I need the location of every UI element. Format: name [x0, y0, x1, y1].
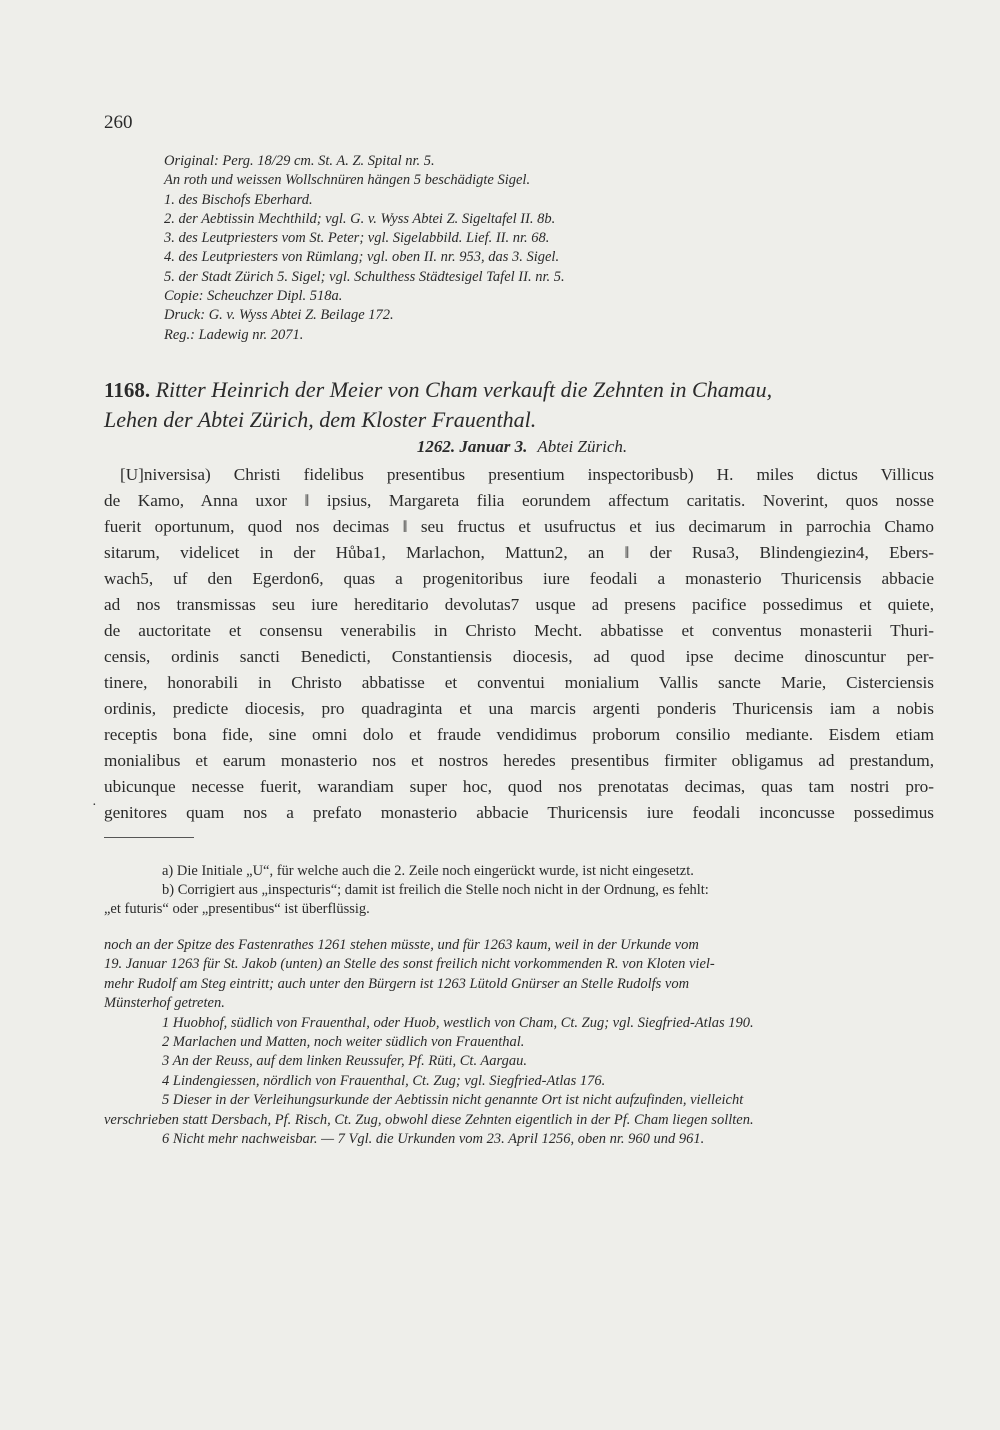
document-heading	[104, 375, 940, 434]
heading-line: Ritter Heinrich der Meier von Cham verkauft die Zehnten in Chamau,	[155, 377, 773, 402]
note-line: 2 Marlachen und Matten, noch weiter südlich von Frauenthal.	[162, 1034, 525, 1051]
text-line: sitarum, videlicet in der Hůba1, Marlachon, Mattun2, an ‖ der Rusa3, Blindengiezin4, Ebers-	[104, 543, 934, 562]
note-line: 1 Huobhof, südlich von Frauenthal, oder Huob, westlich von Cham, Ct. Zug; vgl. Siegfried-Atlas 190.	[162, 1014, 754, 1031]
text-line: ordinis, predicte diocesis, pro quadraginta et una marcis argenti ponderis Thuricensis iam a nobis	[104, 699, 934, 718]
original-line: 5. der Stadt Zürich 5. Sigel; vgl. Schulthess Städtesigel Tafel II. nr. 5.	[164, 268, 565, 285]
text-line: [U]niversisa) Christi fidelibus presentibus presentium inspectoribusb) H. miles dictus Villicus	[120, 465, 934, 484]
charter-text	[104, 462, 934, 826]
note-line: verschrieben statt Dersbach, Pf. Risch, Ct. Zug, obwohl diese Zehnten eigentlich in der Pf. Cham liegen sollten.	[104, 1111, 754, 1128]
text-line: receptis bona fide, sine omni dolo et fraude vendidimus proborum consilio mediante. Eisdem etiam	[104, 725, 934, 744]
note-line: 4 Lindengiessen, nördlich von Frauenthal, Ct. Zug; vgl. Siegfried-Atlas 176.	[162, 1072, 606, 1089]
original-line: Original: Perg. 18/29 cm. St. A. Z. Spital nr. 5.	[164, 153, 435, 169]
note-line: 3 An der Reuss, auf dem linken Reussufer, Pf. Rüti, Ct. Aargau.	[162, 1053, 528, 1070]
text-line: censis, ordinis sancti Benedicti, Constantiensis diocesis, ad quod ipse decime dinoscuntur per-	[104, 647, 934, 666]
footnote-line: a) Die Initiale „U“, für welche auch die 2. Zeile noch eingerückt wurde, ist nicht eingesetzt.	[162, 863, 694, 879]
text-line: de Kamo, Anna uxor ‖ ipsius, Margareta filia eorundem affectum caritatis. Noverint, quos nosse	[104, 491, 934, 510]
original-line: Reg.: Ladewig nr. 2071.	[164, 326, 304, 343]
original-line: 3. des Leutpriesters vom St. Peter; vgl. Sigelabbild. Lief. II. nr. 68.	[164, 230, 550, 247]
document-place: Abtei Zürich.	[537, 437, 628, 456]
original-description	[164, 152, 924, 345]
note-line: noch an der Spitze des Fastenrathes 1261 stehen müsste, und für 1263 kaum, weil in der Urkunde vom	[104, 937, 699, 953]
document-date: 1262. Januar 3.	[416, 437, 528, 456]
original-line: 4. des Leutpriesters von Rümlang; vgl. oben II. nr. 953, das 3. Sigel.	[164, 249, 560, 266]
document-number: 1168.	[104, 378, 151, 402]
note-line: mehr Rudolf am Steg eintritt; auch unter den Bürgern ist 1263 Lütold Gnürser an Stelle Rudolfs vom	[104, 975, 690, 992]
margin-mark: ·	[92, 798, 97, 813]
note-line: Münsterhof getreten.	[104, 995, 225, 1012]
editorial-notes	[104, 936, 938, 1149]
original-line: Druck: G. v. Wyss Abtei Z. Beilage 172.	[164, 307, 394, 324]
footnote-line: „et futuris“ oder „presentibus“ ist überflüssig.	[104, 901, 370, 917]
heading-line: Lehen der Abtei Zürich, dem Kloster Frauenthal.	[104, 407, 537, 432]
text-line: genitores quam nos a prefato monasterio abbacie Thuricensis iure feodali inconcusse possedimus	[104, 803, 934, 822]
footnote-line: b) Corrigiert aus „inspecturis“; damit ist freilich die Stelle noch nicht in der Ordnung, es fehlt:	[162, 882, 709, 898]
note-line: 19. Januar 1263 für St. Jakob (unten) an Stelle des sonst freilich nicht vorkommenden R. von Kloten viel-	[104, 956, 715, 973]
footnotes	[104, 862, 938, 919]
original-line: An roth und weissen Wollschnüren hängen 5 beschädigte Sigel.	[164, 172, 531, 189]
note-line: 5 Dieser in der Verleihungsurkunde der Aebtissin nicht genannte Ort ist nicht aufzufinden, vielleicht	[162, 1092, 744, 1109]
text-line: wach5, uf den Egerdon6, quas a progenitoribus iure feodali a monasterio Thuricensis abbacie	[104, 569, 934, 588]
page-number: 260	[104, 112, 133, 133]
text-line: ad nos transmissas seu iure hereditario devolutas7 usque ad presens pacifice possedimus et quiete,	[104, 595, 934, 614]
dateline	[104, 437, 940, 457]
original-line: Copie: Scheuchzer Dipl. 518a.	[164, 288, 343, 305]
original-line: 1. des Bischofs Eberhard.	[164, 191, 313, 208]
original-line: 2. der Aebtissin Mechthild; vgl. G. v. Wyss Abtei Z. Sigeltafel II. 8b.	[164, 210, 556, 227]
text-line: de auctoritate et consensu venerabilis in Christo Mecht. abbatisse et conventus monasterii Thuri-	[104, 621, 934, 640]
text-line: monialibus et earum monasterio nos et nostros heredes presentibus firmiter obligamus ad prestandum,	[104, 751, 934, 770]
text-line: ubicunque necesse fuerit, warandiam super hoc, quod nos prenotatas decimas, quas tam nostri pro-	[104, 777, 934, 796]
note-line: 6 Nicht mehr nachweisbar. — 7 Vgl. die Urkunden vom 23. April 1256, oben nr. 960 und 961.	[162, 1131, 705, 1148]
text-line: tinere, honorabili in Christo abbatisse et conventui monialium Vallis sancte Marie, Cisterciensis	[104, 673, 934, 692]
footnote-divider	[104, 837, 194, 838]
text-line: fuerit oportunum, quod nos decimas ‖ seu fructus et usufructus et ius decimarum in parrochia Chamo	[104, 517, 934, 536]
